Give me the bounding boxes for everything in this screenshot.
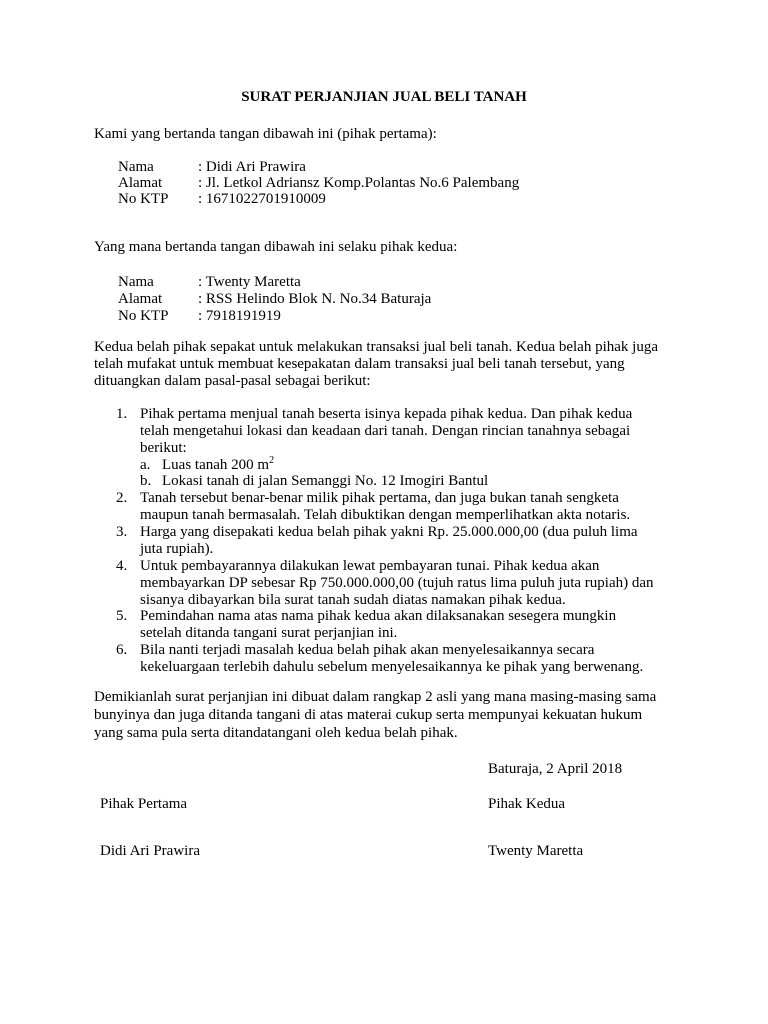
article-number: 5. [116, 608, 128, 624]
sub-item-letter: a. [140, 457, 151, 473]
field-label: Nama [118, 274, 154, 290]
article-line: Tanah tersebut benar-benar milik pihak pertama, dan juga bukan tanah sengketa [140, 490, 619, 506]
article-line: Untuk pembayarannya dilakukan lewat pembayaran tunai. Pihak kedua akan [140, 558, 600, 574]
article-number: 6. [116, 642, 128, 658]
first-party-ktp: : 1671022701910009 [198, 191, 326, 207]
document-title: SURAT PERJANJIAN JUAL BELI TANAH [241, 89, 527, 105]
article-line: juta rupiah). [140, 541, 214, 557]
field-label: Nama [118, 159, 154, 175]
sub-item-text: Luas tanah 200 m [162, 457, 270, 473]
paragraph-line: yang sama pula serta ditandatangani oleh kedua belah pihak. [94, 725, 458, 741]
first-party-name: : Didi Ari Prawira [198, 159, 306, 175]
second-party-name: : Twenty Maretta [198, 274, 301, 290]
article-line: telah mengetahui lokasi dan keadaan dari tanah. Dengan rincian tanahnya sebagai [140, 423, 631, 439]
intro-first-party: Kami yang bertanda tangan dibawah ini (pihak pertama): [94, 126, 437, 142]
field-label: No KTP [118, 308, 169, 324]
sub-item-text: Lokasi tanah di jalan Semanggi No. 12 Imogiri Bantul [162, 473, 489, 489]
article-number: 3. [116, 524, 128, 540]
article-number: 2. [116, 490, 128, 506]
article-line: Bila nanti terjadi masalah kedua belah pihak akan menyelesaikannya secara [140, 642, 595, 658]
paragraph-line: bunyinya dan juga ditanda tangani di atas materai cukup serta mempunyai kekuatan hukum [94, 707, 643, 723]
first-party-signatory: Didi Ari Prawira [100, 843, 200, 859]
paragraph-line: dituangkan dalam pasal-pasal sebagai berikut: [94, 373, 371, 389]
field-label: Alamat [118, 175, 163, 191]
article-number: 1. [116, 406, 128, 422]
article-line: Pemindahan nama atas nama pihak kedua akan dilaksanakan sesegera mungkin [140, 608, 617, 624]
paragraph-line: telah mufakat untuk membuat kesepakatan dalam transaksi jual beli tanah tersebut, yang [94, 356, 625, 372]
article-line: Pihak pertama menjual tanah beserta isinya kepada pihak kedua. Dan pihak kedua [140, 406, 633, 422]
sub-item-superscript: 2 [269, 455, 275, 466]
first-party-signature-label: Pihak Pertama [100, 796, 188, 812]
paragraph-line: Demikianlah surat perjanjian ini dibuat dalam rangkap 2 asli yang mana masing-masing sama [94, 689, 657, 705]
second-party-address: : RSS Helindo Blok N. No.34 Baturaja [198, 291, 432, 307]
place-date: Baturaja, 2 April 2018 [488, 761, 623, 777]
field-label: Alamat [118, 291, 163, 307]
article-line: maupun tanah bermasalah. Telah dibuktikan dengan memperlihatkan akta notaris. [140, 507, 631, 523]
first-party-address: : Jl. Letkol Adriansz Komp.Polantas No.6 Palembang [198, 175, 520, 191]
article-number: 4. [116, 558, 128, 574]
article-line: membayarkan DP sebesar Rp 750.000.000,00 (tujuh ratus lima puluh juta rupiah) dan [140, 575, 654, 591]
article-line: Harga yang disepakati kedua belah pihak yakni Rp. 25.000.000,00 (dua puluh lima [140, 524, 638, 540]
article-line: setelah ditanda tangani surat perjanjian ini. [140, 625, 398, 641]
second-party-ktp: : 7918191919 [198, 308, 281, 324]
second-party-signature-label: Pihak Kedua [488, 796, 566, 812]
article-line: kekeluargaan terlebih dahulu sebelum menyelesaikannya ke pihak yang berwenang. [140, 659, 644, 675]
intro-second-party: Yang mana bertanda tangan dibawah ini selaku pihak kedua: [94, 239, 458, 255]
sub-item-letter: b. [140, 473, 152, 489]
field-label: No KTP [118, 191, 169, 207]
article-line: berikut: [140, 440, 187, 456]
paragraph-line: Kedua belah pihak sepakat untuk melakukan transaksi jual beli tanah. Kedua belah pihak juga [94, 339, 658, 355]
article-line: sisanya dibayarkan bila surat tanah sudah diatas namakan pihak kedua. [140, 592, 566, 608]
second-party-signatory: Twenty Maretta [488, 843, 584, 859]
